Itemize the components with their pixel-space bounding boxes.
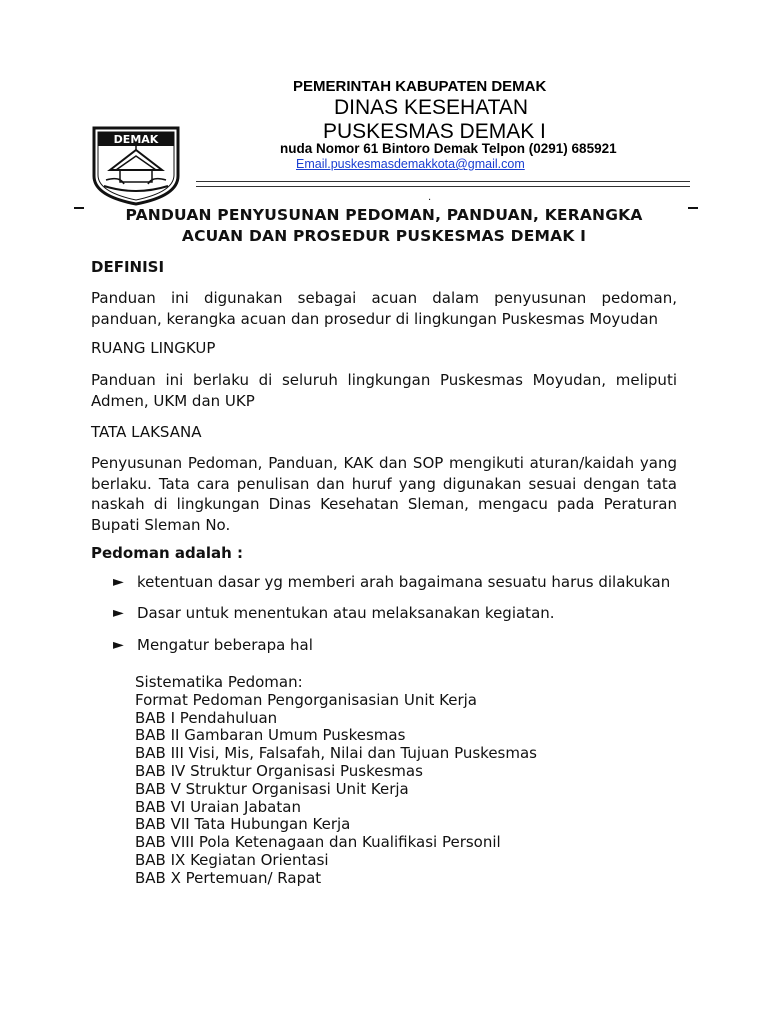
sistematika-line: Sistematika Pedoman: [135,673,303,691]
sistematika-line: BAB VII Tata Hubungan Kerja [135,815,351,834]
sistematika-line: BAB VI Uraian Jabatan [135,797,301,816]
section-heading-tata-laksana: TATA LAKSANA [91,423,202,441]
right-margin-mark [688,207,698,209]
agency-name: DINAS KESEHATAN [334,96,529,119]
address-line: nuda Nomor 61 Bintoro Demak Telpon (0291) 685921 [280,141,617,156]
sistematika-line: BAB IV Struktur Organisasi Puskesmas [135,761,423,780]
list-item [91,571,677,593]
sistematika-line: BAB IX Kegiatan Orientasi [135,850,329,869]
sistematika-list [135,674,677,888]
sistematika-line: Format Pedoman Pengorganisasian Unit Kerja [135,690,477,709]
paragraph-definisi: Panduan ini digunakan sebagai acuan dalam penyusunan pedoman, panduan, kerangka acuan dan prosedur di lingkungan Puskesmas Moyudan [91,289,677,328]
list-item [91,602,677,624]
paragraph-ruang-lingkup: Panduan ini berlaku di seluruh lingkungan Puskesmas Moyudan, meliputi Admen, UKM dan UKP [91,371,677,410]
bullet-text: Dasar untuk menentukan atau melaksanakan kegiatan. [137,604,555,622]
section-heading-definisi: DEFINISI [91,258,165,276]
section-heading-pedoman: Pedoman adalah : [91,544,244,562]
title-line-2: ACUAN DAN PROSEDUR PUSKESMAS DEMAK I [181,227,587,245]
document-title [91,205,677,247]
logo-text: DEMAK [113,133,159,146]
pedoman-bullet-list [91,571,677,656]
document-body [91,205,677,888]
government-name: PEMERINTAH KABUPATEN DEMAK [293,78,547,95]
arrow-bullet-icon: ► [113,637,124,653]
header-rule-thin [196,186,690,187]
letterhead [0,0,768,215]
section-heading-ruang-lingkup: RUANG LINGKUP [91,339,216,357]
sistematika-line: BAB III Visi, Mis, Falsafah, Nilai dan Tujuan Puskesmas [135,744,537,763]
sistematika-line: BAB VIII Pola Ketenagaan dan Kualifikasi Personil [135,833,501,852]
sistematika-line: BAB II Gambaran Umum Puskesmas [135,726,406,745]
email-link[interactable]: Email.puskesmasdemakkota@gmail.com [296,157,525,171]
sistematika-line: BAB X Pertemuan/ Rapat [135,868,322,887]
sistematika-line: BAB I Pendahuluan [135,708,278,727]
stray-dot: . [428,192,432,203]
sistematika-line: BAB V Struktur Organisasi Unit Kerja [135,779,409,798]
arrow-bullet-icon: ► [113,605,124,621]
bullet-text: Mengatur beberapa hal [137,636,313,654]
bullet-text: ketentuan dasar yg memberi arah bagaimana sesuatu harus dilakukan [137,573,671,591]
unit-name: PUSKESMAS DEMAK I [323,120,546,143]
left-margin-mark [74,207,84,209]
paragraph-tata-laksana: Penyusunan Pedoman, Panduan, KAK dan SOP mengikuti aturan/kaidah yang berlaku. Tata cara penulisan dan huruf yang digunakan sesuai dengan tata naskah di lingkungan Dinas Kesehatan Sleman, mengacu pada Peraturan Bupati Sleman No. [91,454,677,534]
title-line-1: PANDUAN PENYUSUNAN PEDOMAN, PANDUAN, KERANGKA [125,206,643,224]
arrow-bullet-icon: ► [113,574,124,590]
list-item [91,634,677,656]
header-rule-thick [196,181,690,182]
demak-emblem-logo [90,124,182,206]
